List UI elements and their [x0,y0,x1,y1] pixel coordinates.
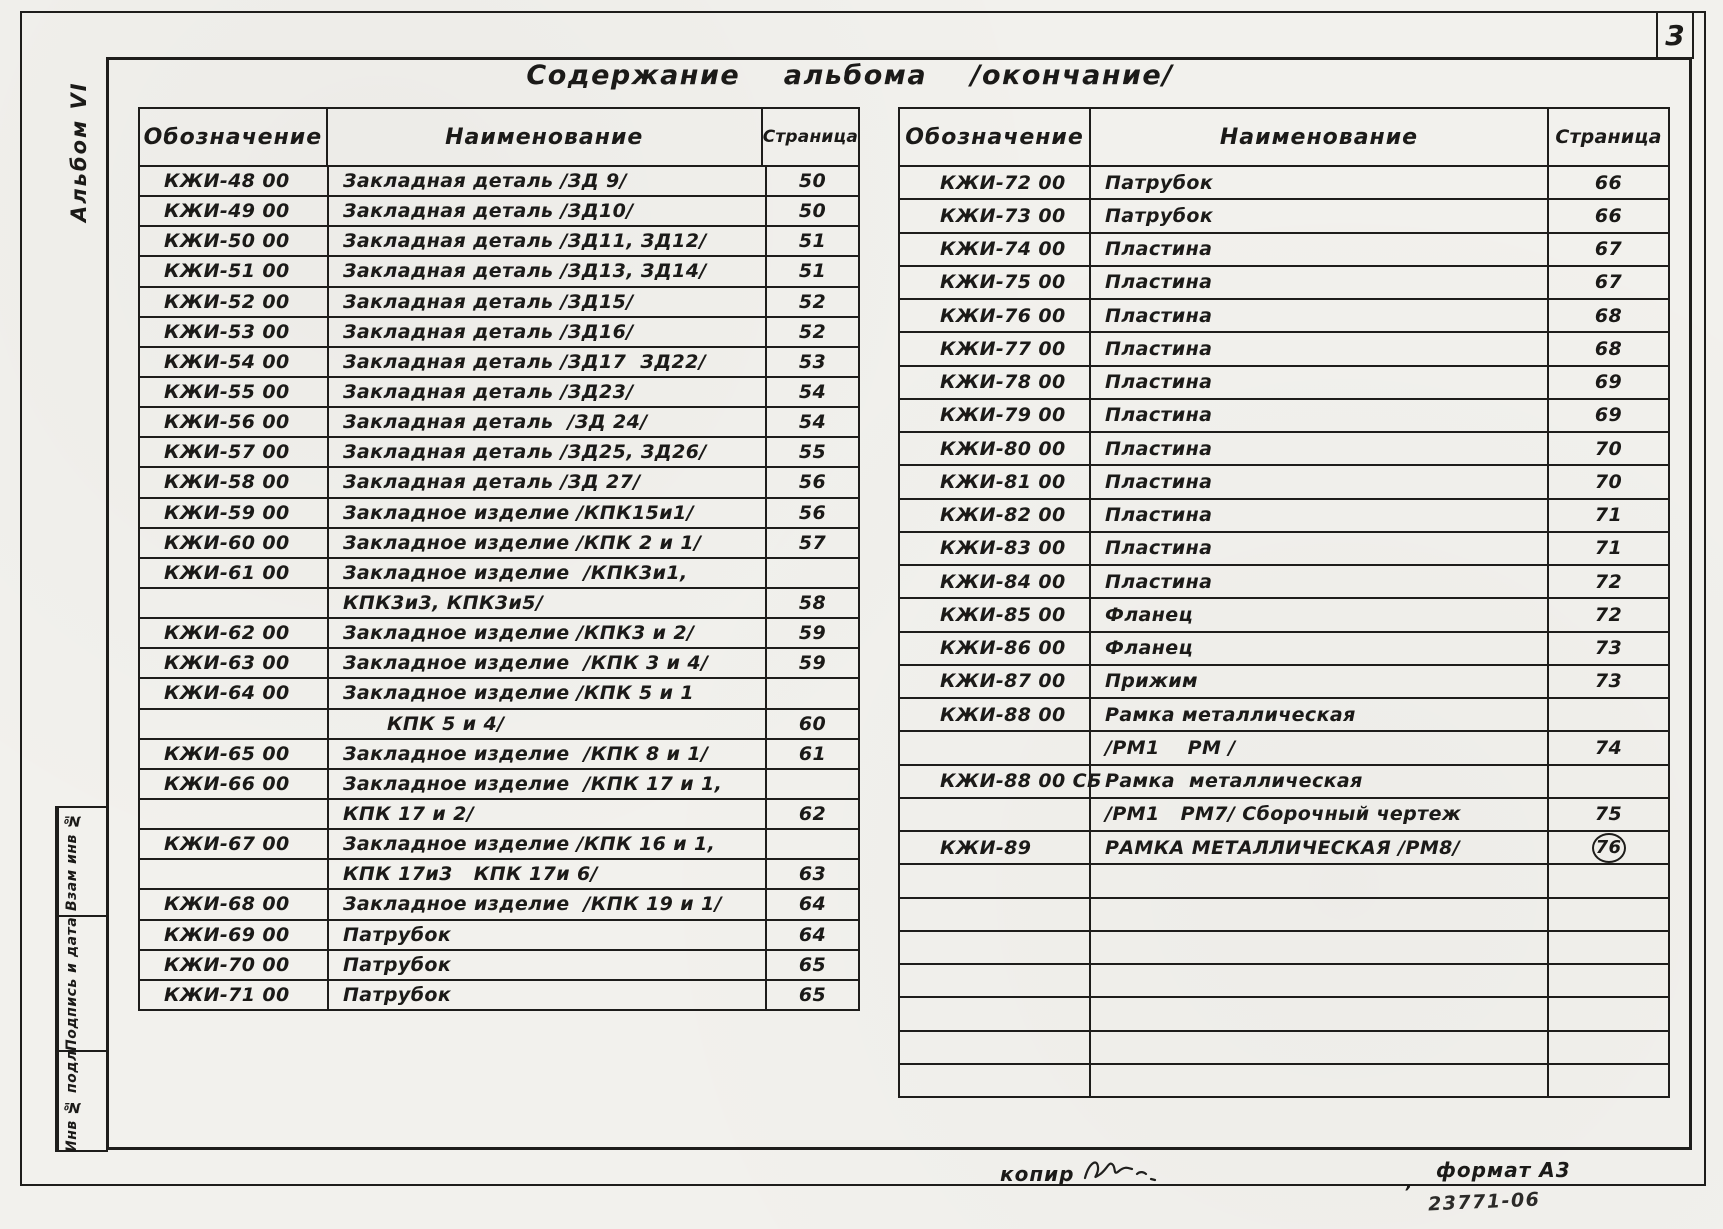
designation-cell: КЖИ-55 00 [164,381,290,404]
name-cell: Закладное изделие /КПК3и1, [327,559,767,587]
name-cell [1089,965,1549,996]
name-cell: Закладная деталь /ЗД 9/ [327,167,767,195]
designation-cell: КЖИ-77 00 [940,337,1066,360]
column-header-name: Наименование [1089,109,1549,165]
page-cell [1549,865,1668,896]
table-row [140,589,858,619]
column-header-designation: Обозначение [143,124,323,150]
designation-cell: КЖИ-87 00 [940,670,1066,693]
designation-cell: КЖИ-70 00 [164,953,290,976]
table-row [900,832,1668,865]
name-cell: Пластина [1089,500,1549,531]
name-cell: Закладная деталь /ЗД 27/ [327,468,767,496]
page-cell: 59 [798,622,827,645]
designation-cell [900,865,1089,896]
designation-cell [900,799,1089,830]
page-cell: 66 [1594,171,1623,194]
designation-cell: КЖИ-49 00 [164,200,290,223]
page-cell: 56 [798,471,827,494]
name-cell [1089,1032,1549,1063]
page-cell: 65 [798,953,827,976]
designation-cell: КЖИ-68 00 [164,893,290,916]
designation-cell: КЖИ-84 00 [940,570,1066,593]
designation-cell: КЖИ-79 00 [940,404,1066,427]
page-cell: 72 [1594,603,1623,626]
toc-table-right [898,107,1670,1098]
page-cell [767,679,858,707]
table-row [900,333,1668,366]
table-row [140,770,858,800]
table-row [140,438,858,468]
table-row [140,499,858,529]
designation-cell: КЖИ-53 00 [164,320,290,343]
table-row [900,633,1668,666]
toc-table-left [138,107,860,1011]
page-cell: 57 [798,531,827,554]
designation-cell: КЖИ-59 00 [164,501,290,524]
name-cell [1089,932,1549,963]
name-cell: Патрубок [327,981,767,1009]
name-cell: Закладное изделие /КПК 16 и 1, [327,830,767,858]
page-cell: 59 [798,652,827,675]
page-cell: 56 [798,501,827,524]
page-cell: 73 [1594,670,1623,693]
name-cell: Закладное изделие /КПК 19 и 1/ [327,890,767,918]
name-cell: Закладная деталь /ЗД16/ [327,318,767,346]
table-row [140,649,858,679]
sheet-number: 3 [1665,18,1685,52]
designation-cell [140,860,327,888]
table-row [140,378,858,408]
page-cell: 71 [1594,537,1623,560]
page-cell: 63 [798,863,827,886]
name-cell: Рамка металлическая [1089,766,1549,797]
page-cell [767,559,858,587]
page-cell [1549,699,1668,730]
page-cell: 58 [798,592,827,615]
designation-cell [900,1065,1089,1096]
page-cell [1549,832,1668,863]
table-row [900,799,1668,832]
designation-cell [900,965,1089,996]
table-row [900,932,1668,965]
page-cell: 69 [1594,404,1623,427]
table-row [900,267,1668,300]
page-cell [767,770,858,798]
page-cell: 64 [798,923,827,946]
name-cell: Патрубок [1089,200,1549,231]
name-cell: КПК 17и3 КПК 17и 6/ [327,860,767,888]
name-cell: Пластина [1089,400,1549,431]
sheet-number-box [1656,11,1694,59]
table-row [140,860,858,890]
page-cell [1549,998,1668,1029]
designation-cell: КЖИ-67 00 [164,833,290,856]
table-row [900,500,1668,533]
name-cell: Закладная деталь /ЗД25, ЗД26/ [327,438,767,466]
page-cell: 67 [1594,238,1623,261]
table-header-row [140,109,858,167]
designation-cell [140,800,327,828]
name-cell: Пластина [1089,433,1549,464]
handwritten-doc-number: 23771-06 [1427,1188,1541,1216]
table-row [900,1032,1668,1065]
name-cell: Закладное изделие /КПК 5 и 1 [327,679,767,707]
page-cell: 61 [798,742,827,765]
column-header-name: Наименование [326,109,763,165]
page-cell: 65 [798,983,827,1006]
designation-cell: КЖИ-76 00 [940,304,1066,327]
page-cell: 72 [1594,570,1623,593]
designation-cell [900,998,1089,1029]
table-row [900,1065,1668,1096]
page-cell [1549,932,1668,963]
name-cell: Закладная деталь /ЗД15/ [327,288,767,316]
column-header-designation: Обозначение [905,124,1084,150]
table-row [900,732,1668,765]
designation-cell: КЖИ-88 00 [940,703,1066,726]
name-cell: Закладное изделие /КПК 17 и 1, [327,770,767,798]
table-row [900,766,1668,799]
name-cell: КПК 5 и 4/ [327,710,767,738]
table-row [900,998,1668,1031]
name-cell: Закладное изделие /КПК3 и 2/ [327,619,767,647]
table-rows [140,167,858,1009]
table-row [900,533,1668,566]
page-cell: 68 [1594,337,1623,360]
designation-cell [140,589,327,617]
table-row [140,890,858,920]
name-cell: Пластина [1089,466,1549,497]
designation-cell: КЖИ-51 00 [164,260,290,283]
name-cell: Пластина [1089,566,1549,597]
designation-cell: КЖИ-69 00 [164,923,290,946]
page-cell: 70 [1594,470,1623,493]
designation-cell: КЖИ-57 00 [164,441,290,464]
designation-cell: КЖИ-66 00 [164,772,290,795]
table-row [900,699,1668,732]
name-cell: Пластина [1089,234,1549,265]
name-cell: Закладное изделие /КПК 8 и 1/ [327,740,767,768]
page-cell: 50 [798,170,827,193]
designation-cell [900,899,1089,930]
page-cell: 62 [798,803,827,826]
designation-cell: КЖИ-86 00 [940,637,1066,660]
stamp-label: Взам инв № [57,808,85,915]
page-title: Содержание альбома /окончание/ [526,60,1174,91]
designation-cell: КЖИ-89 [940,836,1032,859]
name-cell: Рамка металлическая [1089,699,1549,730]
table-row [140,408,858,438]
table-row [140,981,858,1009]
designation-cell: КЖИ-78 00 [940,371,1066,394]
name-cell: Фланец [1089,599,1549,630]
page-cell: 53 [798,350,827,373]
name-cell: Закладная деталь /ЗД23/ [327,378,767,406]
name-cell: Патрубок [1089,167,1549,198]
table-row [900,367,1668,400]
name-cell: /РМ1 РМ / [1089,732,1549,763]
page-cell [1549,899,1668,930]
designation-cell: КЖИ-58 00 [164,471,290,494]
name-cell: Патрубок [327,951,767,979]
stamp-box-inv-podl [55,1050,108,1152]
name-cell [1089,1065,1549,1096]
designation-cell: КЖИ-52 00 [164,290,290,313]
name-cell: Закладная деталь /ЗД17 ЗД22/ [327,348,767,376]
name-cell: Закладная деталь /ЗД 24/ [327,408,767,436]
page-cell: 71 [1594,504,1623,527]
designation-cell: КЖИ-80 00 [940,437,1066,460]
designation-cell: КЖИ-82 00 [940,504,1066,527]
designation-cell [900,732,1089,763]
designation-cell: КЖИ-73 00 [940,204,1066,227]
designation-cell: КЖИ-50 00 [164,230,290,253]
page-cell: 54 [798,381,827,404]
designation-cell: КЖИ-56 00 [164,411,290,434]
designation-cell: КЖИ-61 00 [164,561,290,584]
name-cell [1089,998,1549,1029]
table-row [900,466,1668,499]
page-cell [767,830,858,858]
page-cell [1549,965,1668,996]
page-cell: 68 [1594,304,1623,327]
name-cell: Фланец [1089,633,1549,664]
designation-cell [900,932,1089,963]
designation-cell: КЖИ-60 00 [164,531,290,554]
table-row [900,899,1668,932]
table-row [140,529,858,559]
designation-cell [900,1032,1089,1063]
table-row [900,400,1668,433]
designation-cell: КЖИ-54 00 [164,350,290,373]
designation-cell: КЖИ-63 00 [164,652,290,675]
designation-cell: КЖИ-88 00 СБ [940,770,1102,793]
stamp-blank-cell [85,917,106,1050]
copier-signature-icon [1082,1156,1162,1186]
stamp-box-podpis-data [55,915,108,1052]
designation-cell: КЖИ-62 00 [164,622,290,645]
designation-cell: КЖИ-75 00 [940,271,1066,294]
table-row [140,679,858,709]
page-cell [1549,1065,1668,1096]
album-label: Альбом VI [67,81,91,223]
stamp-label: Инв № подл [57,1052,85,1150]
stamp-label: Подпись и дата [57,917,85,1050]
name-cell: Закладная деталь /ЗД13, ЗД14/ [327,257,767,285]
page-cell: 50 [798,200,827,223]
table-row [900,433,1668,466]
designation-cell [140,710,327,738]
page-cell: 69 [1594,371,1623,394]
table-row [140,468,858,498]
table-row [140,197,858,227]
table-row [140,830,858,860]
stray-tick-mark: ’ [1404,1182,1411,1203]
page-cell: 52 [798,320,827,343]
name-cell: КПК3и3, КПК3и5/ [327,589,767,617]
table-row [140,348,858,378]
page-cell [1549,766,1668,797]
table-row [140,559,858,589]
designation-cell: КЖИ-81 00 [940,470,1066,493]
designation-cell: КЖИ-74 00 [940,238,1066,261]
name-cell: Прижим [1089,666,1549,697]
name-cell [1089,899,1549,930]
page-cell: 51 [798,230,827,253]
circled-page-number: 76 [1592,833,1626,863]
designation-cell: КЖИ-85 00 [940,603,1066,626]
table-row [900,200,1668,233]
page-cell: 75 [1594,803,1623,826]
table-row [900,599,1668,632]
name-cell: /РМ1 РМ7/ Сборочный чертеж [1089,799,1549,830]
stamp-blank-cell [85,808,106,915]
name-cell: Патрубок [327,921,767,949]
table-rows [900,167,1668,1096]
table-row [140,951,858,981]
designation-cell: КЖИ-65 00 [164,742,290,765]
designation-cell: КЖИ-48 00 [164,170,290,193]
copier-label: копир [1000,1162,1075,1186]
table-row [900,566,1668,599]
table-row [140,227,858,257]
page-cell: 51 [798,260,827,283]
table-row [140,288,858,318]
name-cell [1089,865,1549,896]
page-cell: 60 [798,712,827,735]
table-header-row [900,109,1668,167]
table-row [900,167,1668,200]
name-cell: Пластина [1089,333,1549,364]
page-cell: 52 [798,290,827,313]
page-cell: 64 [798,893,827,916]
page-cell: 70 [1594,437,1623,460]
table-row [140,921,858,951]
format-label: формат А3 [1436,1158,1571,1182]
page-cell [1549,1032,1668,1063]
page-cell: 55 [798,441,827,464]
table-row [900,965,1668,998]
page-cell: 54 [798,411,827,434]
table-row [140,318,858,348]
designation-cell: КЖИ-83 00 [940,537,1066,560]
name-cell: Пластина [1089,533,1549,564]
page-cell: 73 [1594,637,1623,660]
column-header-page: Страница [1555,126,1662,148]
page-cell: 67 [1594,271,1623,294]
table-row [140,740,858,770]
table-row [140,167,858,197]
page-cell: 74 [1594,736,1623,759]
table-row [900,300,1668,333]
table-row [140,710,858,740]
table-row [900,234,1668,267]
name-cell: Пластина [1089,267,1549,298]
name-cell: РАМКА МЕТАЛЛИЧЕСКАЯ /РМ8/ [1089,832,1549,863]
name-cell: Закладная деталь /ЗД10/ [327,197,767,225]
page-cell: 66 [1594,204,1623,227]
table-row [140,800,858,830]
name-cell: Закладная деталь /ЗД11, ЗД12/ [327,227,767,255]
table-row [140,257,858,287]
copier-note [1000,1156,1162,1186]
column-header-page: Страница [762,127,858,147]
name-cell: Закладное изделие /КПК15и1/ [327,499,767,527]
name-cell: Пластина [1089,367,1549,398]
designation-cell: КЖИ-64 00 [164,682,290,705]
stamp-box-vzam-inv [55,806,108,917]
designation-cell: КЖИ-72 00 [940,171,1066,194]
table-row [900,666,1668,699]
designation-cell: КЖИ-71 00 [164,983,290,1006]
name-cell: КПК 17 и 2/ [327,800,767,828]
name-cell: Пластина [1089,300,1549,331]
stamp-blank-cell [85,1052,106,1150]
name-cell: Закладное изделие /КПК 2 и 1/ [327,529,767,557]
name-cell: Закладное изделие /КПК 3 и 4/ [327,649,767,677]
table-row [900,865,1668,898]
table-row [140,619,858,649]
